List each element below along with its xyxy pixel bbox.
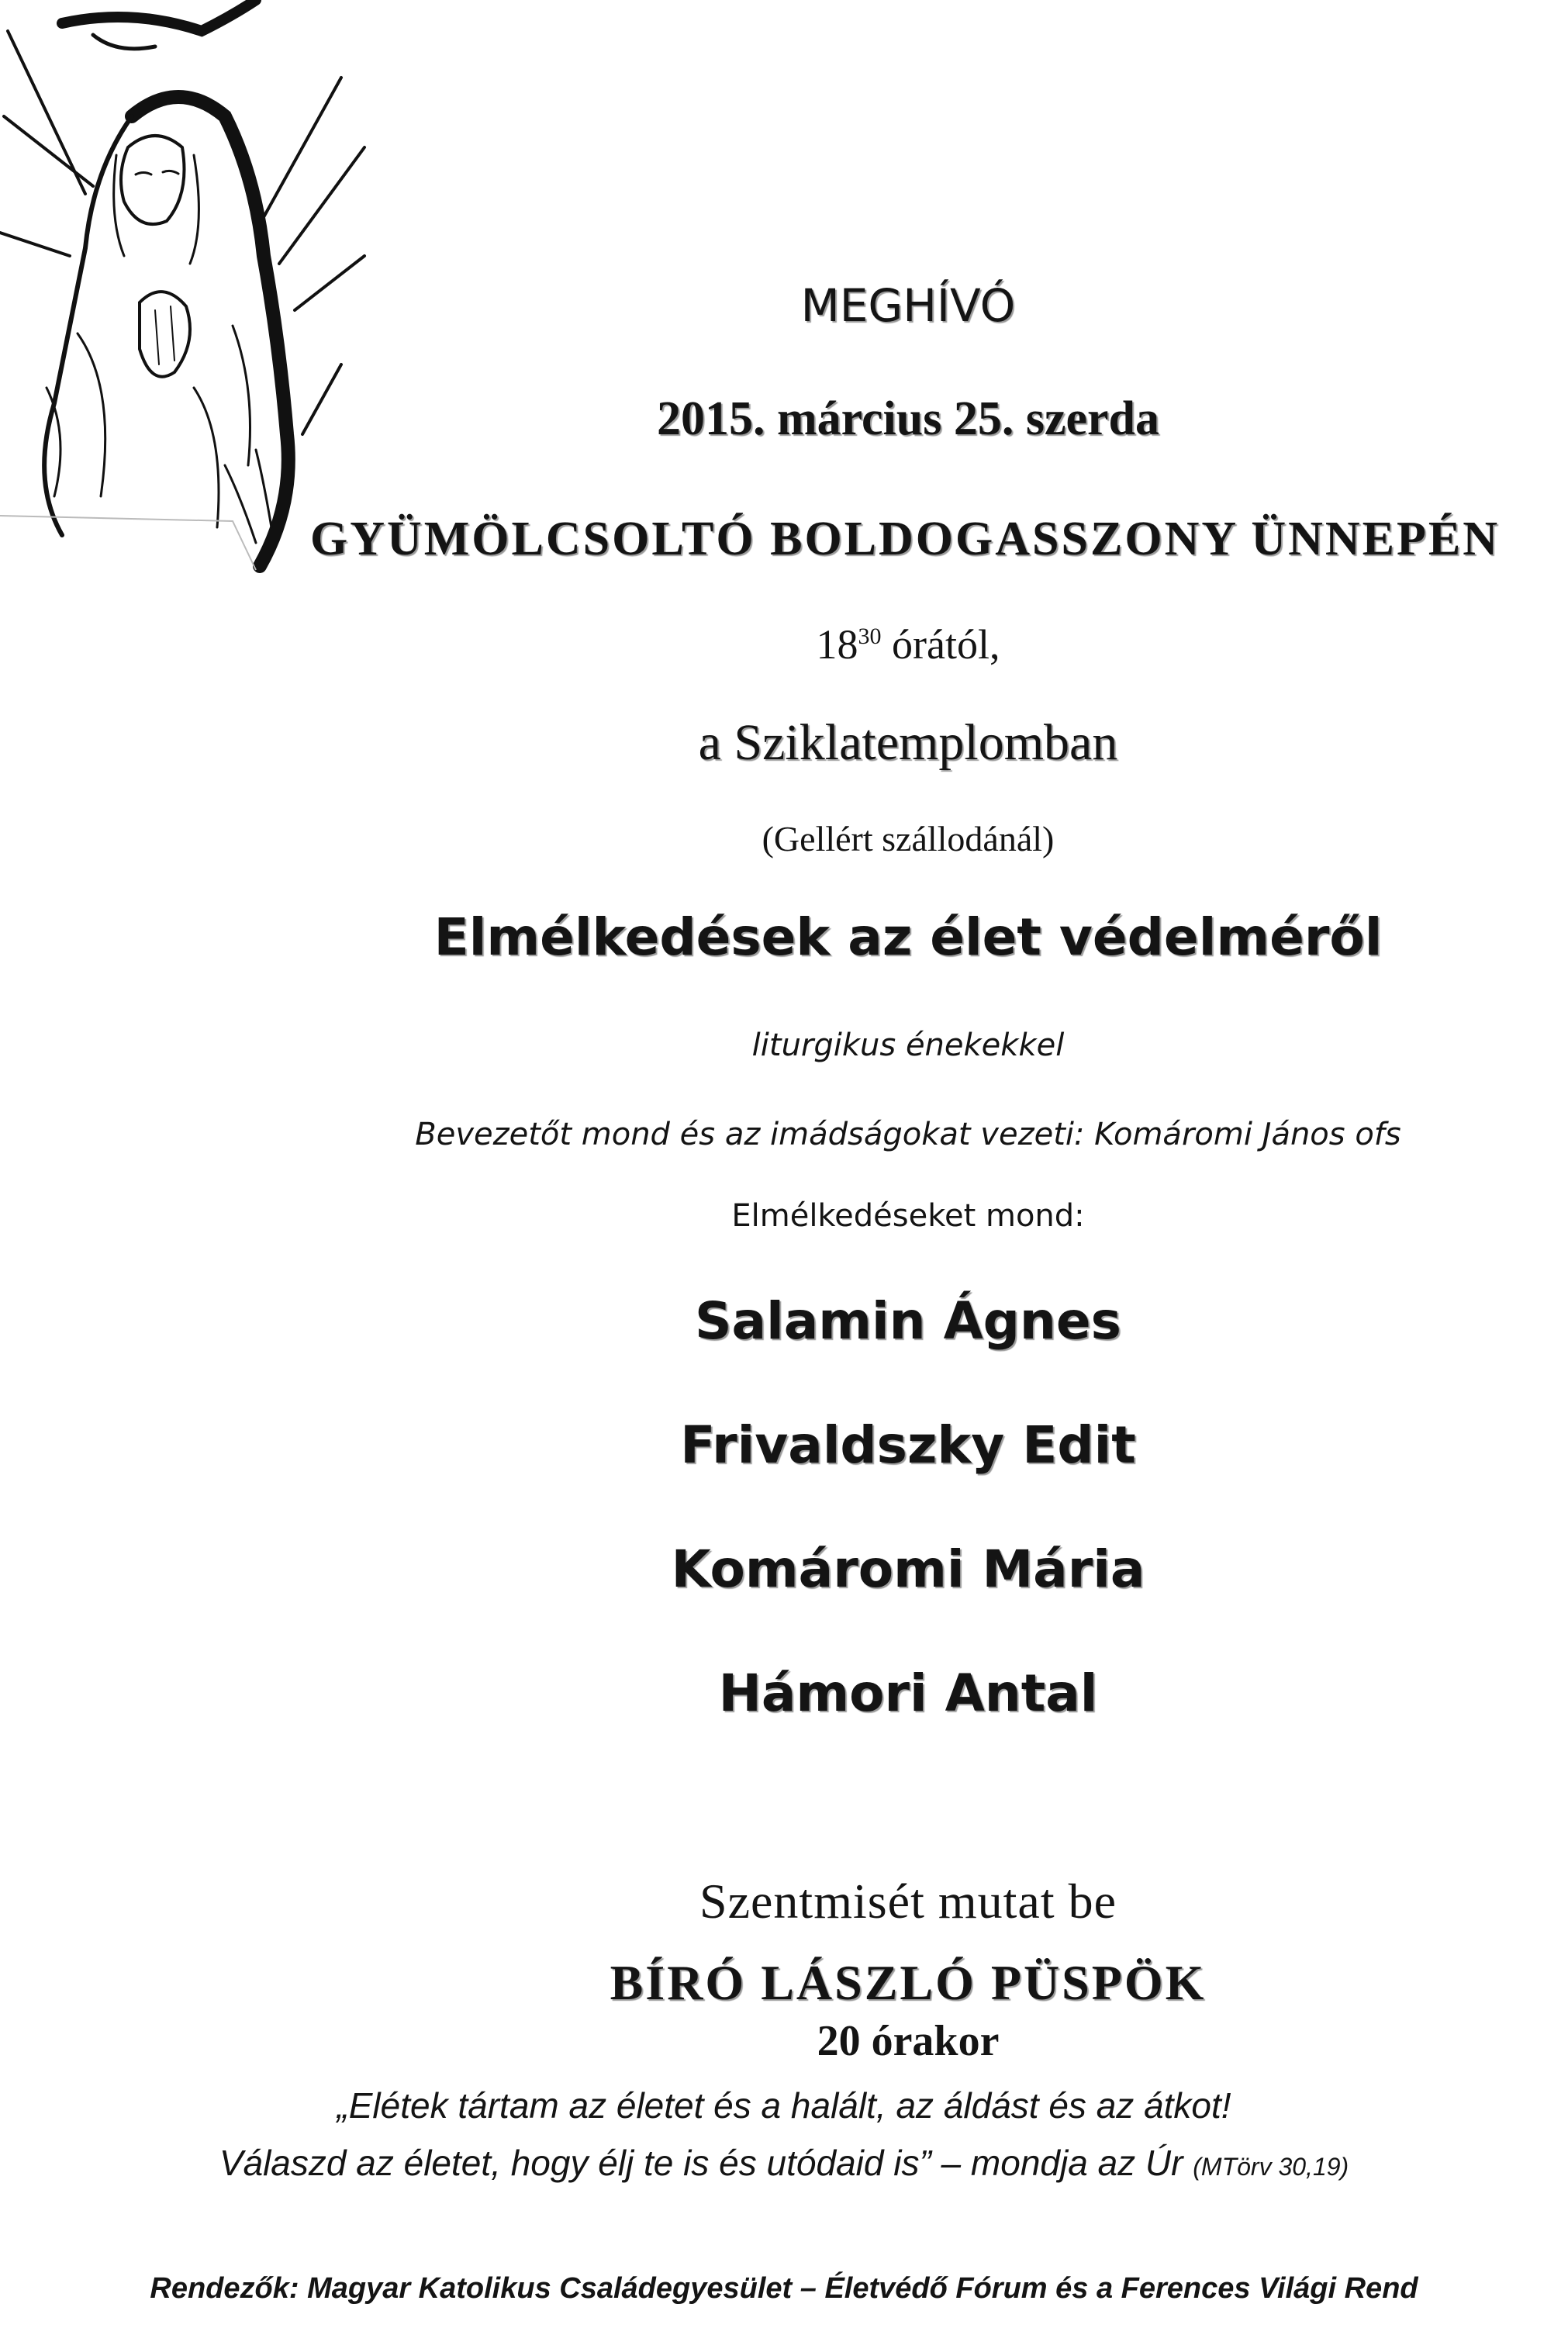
quote-reference: (MTörv 30,19) bbox=[1193, 2153, 1349, 2181]
time-suffix: órától, bbox=[881, 621, 1000, 668]
time-minute: 30 bbox=[858, 623, 882, 649]
quote-line-1: „Elétek tártam az életet és a halált, az áldást és az átkot! bbox=[337, 2085, 1231, 2126]
event-date: 2015. március 25. szerda bbox=[656, 392, 1160, 445]
speaker-name: Salamin Ágnes bbox=[695, 1291, 1121, 1351]
speaker-name: Hámori Antal bbox=[718, 1663, 1098, 1723]
event-place: a Sziklatemplomban bbox=[698, 714, 1118, 771]
quote-line-2 bbox=[0, 2142, 1568, 2184]
speakers-label: Elmélkedéseket mond: bbox=[731, 1198, 1085, 1234]
event-landmark: (Gellért szállodánál) bbox=[762, 819, 1055, 858]
organizers-footer: Rendezők: Magyar Katolikus Családegyesület – Életvédő Fórum és a Ferences Világi Rend bbox=[150, 2272, 1418, 2305]
program-title: Elmélkedések az élet védelméről bbox=[433, 907, 1383, 967]
time-hour: 18 bbox=[816, 621, 858, 668]
quote-line-2-text: Válaszd az életet, hogy élj te is és utódaid is” – mondja az Úr bbox=[219, 2143, 1193, 2183]
event-time bbox=[124, 620, 1568, 668]
mass-intro: Szentmisét mutat be bbox=[699, 1874, 1117, 1929]
mass-time: 20 órakor bbox=[817, 2017, 1000, 2065]
speaker-name: Frivaldszky Edit bbox=[680, 1415, 1136, 1475]
feast-name: GYÜMÖLCSOLTÓ BOLDOGASSZONY ÜNNEPÉN bbox=[310, 513, 1500, 565]
speaker-name: Komáromi Mária bbox=[671, 1539, 1145, 1599]
invitation-title: MEGHÍVÓ bbox=[800, 279, 1016, 332]
mass-celebrant: BÍRÓ LÁSZLÓ PÜSPÖK bbox=[610, 1955, 1207, 2010]
program-subtitle: liturgikus énekekkel bbox=[751, 1028, 1065, 1063]
program-intro: Bevezetőt mond és az imádságokat vezeti: Komáromi János ofs bbox=[415, 1117, 1401, 1152]
